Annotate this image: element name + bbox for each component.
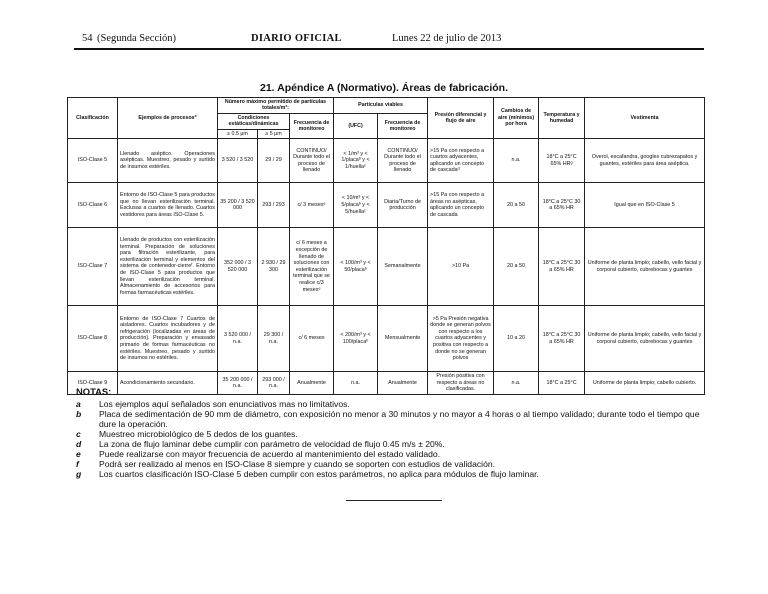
note-mark: g (76, 469, 82, 480)
cell-examples: Entorno de ISO-Clase 7 Cuartos de aisladores. Cuartos incubadores y de refrigeración (localizadas en áreas de producción). Preparación y envasado primario de formas farmacéuticas no estériles. Muestreo, pesado y surtido de insumos no estériles. (118, 306, 218, 372)
cell-temp-humidity: 18°C a 25°C 65% HRᵍ (539, 139, 585, 183)
cell-classification: ISO-Clase 5 (68, 139, 118, 183)
note-mark: e (76, 449, 81, 460)
cell-classification: ISO-Clase 9 (68, 372, 118, 395)
cell-monitor-freq: CONTINUO/ Durante todo el proceso de llenado (290, 139, 334, 183)
cell-temp-humidity: 18°C a 25°C (539, 372, 585, 395)
cell-clothing: Uniforme de planta limpio; cabello, vello facial y corporal cubierto, cubrebocas y guantes (585, 306, 705, 372)
col-header-classification: Clasificación (68, 98, 118, 139)
col-header-size-05: ≥ 0.5 μm (218, 129, 258, 138)
cell-monitor-freq: Anualmente (290, 372, 334, 395)
col-header-conditions: Condiciones estáticas/dinámicas (218, 113, 290, 129)
note-item (76, 439, 708, 449)
section-label: (Segunda Sección) (97, 33, 177, 44)
note-text: La zona de flujo laminar debe cumplir con parámetro de velocidad de flujo 0.45 m/s ± 20%. (99, 439, 445, 450)
col-header-examples: Ejemplos de procesosª (118, 98, 218, 139)
cell-air-changes: n.a. (494, 372, 539, 395)
cell-pressure: Presión positiva con respecto a áreas no clasificadas. (428, 372, 494, 395)
cell-clothing: Uniforme de planta limpio; cabello, vello facial y corporal cubierto, cubrebocas y guantes (585, 228, 705, 306)
cell-particles-05: 35 200 / 3 520 000 (218, 183, 258, 228)
note-item (76, 409, 708, 429)
cell-viable-freq: CONTINUO/ Durante todo el proceso de llenado (378, 139, 428, 183)
cell-viable-freq: Diaria/Turno de producción (378, 183, 428, 228)
note-text: Podrá ser realizado al menos en ISO-Clase 8 siempre y cuando se soporten con estudios de validación. (99, 459, 496, 470)
note-mark: d (76, 439, 82, 450)
note-mark: c (76, 429, 81, 440)
col-header-pressure: Presión diferencial y flujo de aire (428, 98, 494, 139)
table-row (68, 139, 705, 183)
page-header (82, 33, 688, 47)
cell-examples: Entorno de ISO-Clase 5 para productos que no llevan esterilización terminal. Esclusas a cuartos de llenado. Cuartos vestidores para áreas ISO-Clase 5. (118, 183, 218, 228)
cell-particles-5: 293 / 293 (258, 183, 290, 228)
cell-particles-5: 29 300 / n.a. (258, 306, 290, 372)
table-row (68, 183, 705, 228)
col-header-temp-humidity: Temperatura y humedad (539, 98, 585, 139)
cell-air-changes: 20 a 50 (494, 183, 539, 228)
cell-ufc: < 100/m³ y < 50/placaᵇ (334, 228, 378, 306)
cell-ufc: < 10/m³ y < 5/placaᵇ y < 5/huellaᶜ (334, 183, 378, 228)
note-mark: a (76, 399, 81, 409)
end-rule (346, 500, 442, 501)
cell-examples: Acondicionamiento secundario. (118, 372, 218, 395)
cell-monitor-freq: c/ 6 meses (290, 306, 334, 372)
note-item (76, 469, 708, 479)
cell-examples: Llenado de productos con esterilización terminal. Preparación de soluciones para filtración esterilizante, para esterilización terminal y elementos del sistema de contenedor-cierreᶠ. Entorno de ISO-Clase 5 para productos que llevan esterilización terminal. Almacenamiento de accesorios para formas farmacéuticas estériles. (118, 228, 218, 306)
cell-classification: ISO-Clase 6 (68, 183, 118, 228)
cell-particles-05: 352 000 / 3 520 000 (218, 228, 258, 306)
cell-air-changes: n.a. (494, 139, 539, 183)
col-header-air-changes: Cambios de aire (mínimos) por hora (494, 98, 539, 139)
col-header-clothing: Vestimenta (585, 98, 705, 139)
cell-viable-freq: Anualmente (378, 372, 428, 395)
col-header-viable-freq: Frecuencia de monitoreo (378, 113, 428, 138)
note-text: Puede realizarse con mayor frecuencia de acuerdo al mantenimiento del estado validado. (99, 449, 441, 460)
cell-air-changes: 10 a 20 (494, 306, 539, 372)
cell-monitor-freq: c/ 3 mesesᵉ (290, 183, 334, 228)
fabrication-areas-table (67, 97, 705, 395)
publication-date: Lunes 22 de julio de 2013 (392, 33, 502, 44)
cell-clothing: Uniforme de planta limpio; cabello cubierto. (585, 372, 705, 395)
cell-ufc: n.a. (334, 372, 378, 395)
cell-temp-humidity: 18°C a 25°C 30 a 65% HR (539, 228, 585, 306)
cell-temp-humidity: 18°C a 25°C 30 a 65% HR (539, 183, 585, 228)
header-rule (74, 48, 704, 50)
col-header-max-particles: Número máximo permitido de partículas totales/m³: (218, 98, 334, 114)
cell-particles-05: 3 520 000 / n.a. (218, 306, 258, 372)
table-row (68, 306, 705, 372)
cell-viable-freq: Semanalmente (378, 228, 428, 306)
cell-pressure: >10 Pa (428, 228, 494, 306)
cell-particles-5: 293 000 / n.a. (258, 372, 290, 395)
cell-examples: Llenado aséptico. Operaciones asépticas. Muestreo, pesado y surtido de insumos estériles. (118, 139, 218, 183)
cell-ufc: < 1/m³ y < 1/placaᵇ y < 1/huellaᶜ (334, 139, 378, 183)
cell-particles-05: 35 200 000 / n.a. (218, 372, 258, 395)
note-text: Placa de sedimentación de 90 mm de diámetro, con exposición no menor a 30 minutos y no mayor a 4 horas o al tiempo validado; durante todo el tiempo que dure la operación. (99, 409, 700, 430)
col-header-viable: Partículas viables (334, 98, 428, 114)
cell-particles-05: 3 520 / 3 520 (218, 139, 258, 183)
cell-clothing: Overol, escafandra, googles cubrezapatos y guantes, estériles para área aséptica. (585, 139, 705, 183)
cell-pressure: >5 Pa Presión negativa donde se generan polvos con respecto a los cuartos adyacentes y positiva con respecto a donde no se generan polvos (428, 306, 494, 372)
notes-title: NOTAS: (76, 386, 112, 397)
cell-ufc: < 200/m³ y < 100/placaᵇ (334, 306, 378, 372)
note-item (76, 429, 708, 439)
cell-viable-freq: Mensualmente (378, 306, 428, 372)
page-number: 54 (82, 33, 93, 44)
col-header-ufc: (UFC) (334, 113, 378, 138)
cell-temp-humidity: 18°C a 25°C 30 a 65% HR (539, 306, 585, 372)
cell-classification: ISO-Clase 8 (68, 306, 118, 372)
note-text: Muestreo microbiológico de 5 dedos de los guantes. (99, 429, 298, 440)
col-header-size-5: ≥ 5 μm (258, 129, 290, 138)
note-item (76, 449, 708, 459)
note-item (76, 399, 708, 409)
cell-clothing: Igual que en ISO-Clase 5 (585, 183, 705, 228)
cell-monitor-freq: c/ 6 meses a excepción de llenado de soluciones con esterilización terminal que se realice c/3 mesesᵉ (290, 228, 334, 306)
note-mark: b (76, 409, 82, 420)
note-text: Los ejemplos aquí señalados son enunciativos mas no limitativos. (99, 399, 350, 409)
cell-classification: ISO-Clase 7 (68, 228, 118, 306)
note-text: Los cuartos clasificación ISO-Clase 5 deben cumplir con estos parámetros, no aplica para módulos de flujo laminar. (99, 469, 539, 480)
cell-particles-5: 29 / 29 (258, 139, 290, 183)
col-header-monitor-freq: Frecuencia de monitoreo (290, 113, 334, 138)
cell-particles-5: 2 930 / 29 300 (258, 228, 290, 306)
cell-pressure: >15 Pa con respecto a cuartos adyacentes, aplicando un concepto de cascadaᵈ (428, 139, 494, 183)
notes-section (76, 386, 708, 479)
table-header-row (68, 98, 705, 114)
note-mark: f (76, 459, 79, 470)
cell-pressure: >15 Pa con respecto a áreas no asépticas, aplicando un concepto de cascada (428, 183, 494, 228)
note-item (76, 459, 708, 469)
document-title: 21. Apéndice A (Normativo). Áreas de fabricación. (260, 82, 508, 94)
publication-name: DIARIO OFICIAL (251, 33, 342, 44)
table-row (68, 228, 705, 306)
cell-air-changes: 20 a 50 (494, 228, 539, 306)
